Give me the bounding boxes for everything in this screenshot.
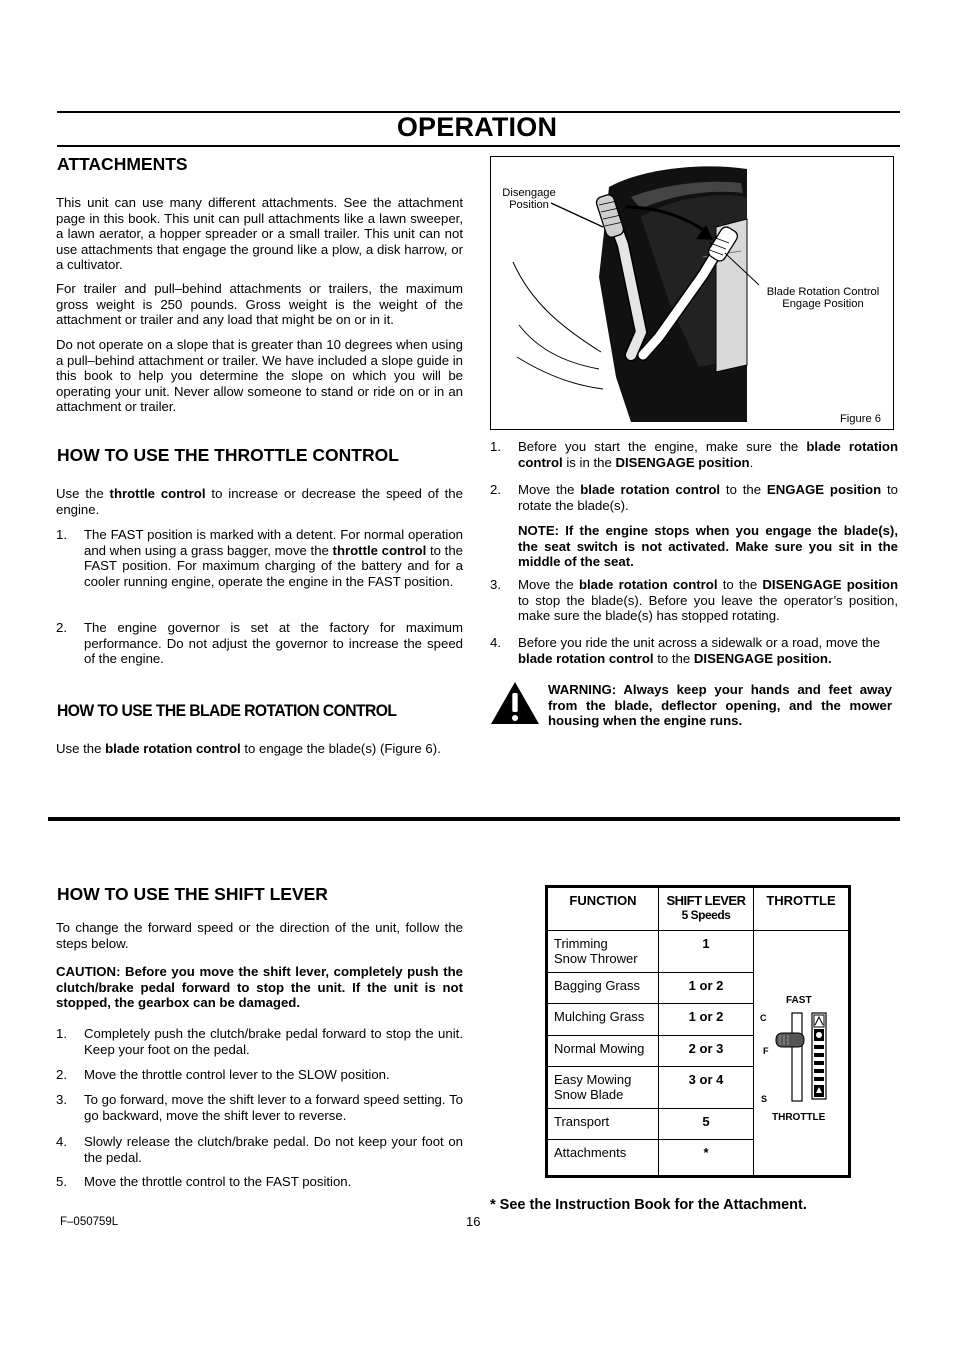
blade-step-3-text-a: Move the <box>518 577 579 592</box>
speed-table-header <box>547 887 850 931</box>
throttle-item-1-bold: throttle control <box>332 542 427 558</box>
attachments-paragraph-1: This unit can use many different attachments. See the attachment page in this book. This unit can pull attachments like a lawn sweeper, a lawn aerator, a hopper spreader or a small trailer. This unit can not use attachments that engage the ground like a plow, a disk harrow, or a cultivator. <box>56 195 463 273</box>
footer-code: F–050759L <box>60 1216 119 1228</box>
shift-step-2-number: 2. <box>56 1067 67 1082</box>
shift-step-4-text: Slowly release the clutch/brake pedal. Do not keep your foot on the pedal. <box>84 1134 463 1165</box>
blade-step-1-bold-d: DISENGAGE position <box>615 454 750 470</box>
shift-step-5 <box>56 1174 463 1192</box>
throttle-diagram-label: THROTTLE <box>772 1112 826 1123</box>
throttle-diagram <box>754 931 848 1175</box>
blade-intro-text: Use the <box>56 741 106 756</box>
figure-label-engage: Blade Rotation Control Engage Position <box>766 286 880 311</box>
blade-heading: HOW TO USE THE BLADE ROTATION CONTROL <box>57 702 397 720</box>
blade-step-2-bold-d: ENGAGE position <box>766 482 882 497</box>
blade-step-3-bold-d: DISENGAGE position <box>762 577 898 592</box>
page-number: 16 <box>466 1214 481 1229</box>
blade-intro-text-end: to engage the blade(s) (Figure 6). <box>240 741 441 756</box>
blade-step-1-bold-b: blade rotation control <box>518 439 898 470</box>
table-cell-function: Mulching Grass <box>547 1004 659 1036</box>
header-function: FUNCTION <box>547 887 659 931</box>
shift-step-3-number: 3. <box>56 1092 67 1107</box>
shift-intro: To change the forward speed or the direction of the unit, follow the steps below. <box>56 920 463 951</box>
throttle-item-2-number: 2. <box>56 620 67 635</box>
function-line-1: Trimming <box>554 936 608 951</box>
table-cell-shift: 3 or 4 <box>659 1067 754 1109</box>
table-cell-function: Attachments <box>547 1140 659 1177</box>
blade-step-1 <box>490 439 898 473</box>
header-throttle: THROTTLE <box>754 887 850 931</box>
throttle-intro-bold: throttle control <box>109 486 206 501</box>
function-line-1: Easy Mowing <box>554 1072 632 1088</box>
figure-caption: Figure 6 <box>839 413 881 425</box>
table-footnote: * See the Instruction Book for the Attachment. <box>490 1197 807 1213</box>
throttle-item-1-text <box>84 527 463 589</box>
throttle-item-1-text-a: The FAST position is marked with a detent. For normal operation and when using a grass bagger, move the <box>84 527 463 558</box>
blade-step-1-text-e: . <box>749 454 754 470</box>
throttle-f-label: F <box>763 1046 769 1056</box>
blade-step-1-text <box>518 439 898 470</box>
shift-step-3 <box>56 1092 463 1126</box>
blade-step-4-bold-b: blade rotation control <box>518 650 654 666</box>
table-cell-function <box>547 931 659 973</box>
attachments-paragraph-2: For trailer and pull–behind attachments or trailers, the maximum gross weight is 250 pounds. Gross weight is the weight of the attachment or trailer and any load that might be on or in it. <box>56 281 463 328</box>
throttle-intro-text: Use the <box>56 486 110 501</box>
table-cell-shift: 1 or 2 <box>659 972 754 1004</box>
throttle-item-1 <box>56 527 463 607</box>
throttle-s-label: S <box>761 1094 768 1104</box>
table-cell-function: Bagging Grass <box>547 972 659 1004</box>
table-cell-function: Normal Mowing <box>547 1035 659 1067</box>
figure-label-disengage: Disengage Position <box>502 187 556 212</box>
shift-step-1-text: Completely push the clutch/brake pedal forward to stop the unit. Keep your foot on the pedal. <box>84 1026 463 1057</box>
table-cell-function <box>547 1067 659 1109</box>
blade-step-2-text-e: to rotate the blade(s). <box>518 482 898 513</box>
blade-step-2-number: 2. <box>490 482 501 497</box>
warning-icon <box>489 680 541 726</box>
speed-table <box>545 885 851 1178</box>
header-shift-lever-title: SHIFT LEVER <box>666 893 746 908</box>
function-line-2: Snow Blade <box>554 1087 624 1103</box>
blade-step-4-bold-e: . <box>827 650 832 666</box>
shift-step-2 <box>56 1067 463 1085</box>
throttle-diagram-cell <box>754 931 850 1177</box>
table-row <box>547 931 850 973</box>
throttle-c-label: C <box>760 1013 767 1023</box>
shift-step-1 <box>56 1026 463 1060</box>
shift-step-4 <box>56 1134 463 1168</box>
table-cell-shift: * <box>659 1140 754 1177</box>
attachments-heading: ATTACHMENTS <box>57 154 188 174</box>
blade-step-4 <box>490 635 898 669</box>
blade-step-3-number: 3. <box>490 577 501 592</box>
header-shift-lever-sub: 5 Speeds <box>681 908 731 922</box>
table-cell-shift: 5 <box>659 1108 754 1140</box>
throttle-item-2-text: The engine governor is set at the factory for maximum performance. Do not adjust the governor to increase the speed of the engine. <box>84 620 463 667</box>
header-bottom-rule <box>57 145 900 147</box>
warning-text: WARNING: Always keep your hands and feet away from the blade, deflector opening, and the mower housing when the engine runs. <box>548 682 892 729</box>
blade-step-3 <box>490 577 898 627</box>
blade-step-4-bold-d: DISENGAGE position <box>693 650 828 666</box>
page-title: OPERATION <box>396 112 558 142</box>
table-cell-function: Transport <box>547 1108 659 1140</box>
blade-step-3-text-e: to stop the blade(s). Before you leave the operator’s position, make sure the blade(s) has stopped rotating. <box>518 592 898 624</box>
blade-note: NOTE: If the engine stops when you engage the blade(s), the seat switch is not activated. Make sure you sit in the middle of the seat. <box>518 523 898 570</box>
throttle-item-1-number: 1. <box>56 527 67 542</box>
blade-step-2-text-c: to the <box>720 482 767 497</box>
shift-step-3-text: To go forward, move the shift lever to a forward speed setting. To go backward, move the shift lever to reverse. <box>84 1092 463 1123</box>
shift-step-2-text: Move the throttle control lever to the SLOW position. <box>84 1067 390 1082</box>
throttle-fast-label: FAST <box>786 995 812 1006</box>
blade-intro <box>56 741 476 757</box>
blade-step-1-number: 1. <box>490 439 501 454</box>
blade-step-1-text-c: is in the <box>562 454 616 470</box>
blade-step-4-number: 4. <box>490 635 501 650</box>
blade-step-4-text-a: Before you ride the unit across a sidewalk or a road, move the <box>518 635 881 650</box>
shift-caution: CAUTION: Before you move the shift lever, completely push the clutch/brake pedal forward to stop the unit. If the unit is not stopped, the gearbox can be damaged. <box>56 964 463 1011</box>
table-cell-shift: 1 <box>659 931 754 973</box>
table-cell-shift: 1 or 2 <box>659 1004 754 1036</box>
throttle-item-1-text-c: to the FAST position. For maximum charging of the battery and for a cooler running engine, operate the engine in the FAST position. <box>84 542 463 589</box>
blade-step-4-text <box>518 635 898 666</box>
blade-step-2-text-a: Move the <box>518 482 581 497</box>
throttle-heading: HOW TO USE THE THROTTLE CONTROL <box>57 445 399 465</box>
blade-step-2-bold-b: blade rotation control <box>580 482 721 497</box>
throttle-intro-text-end: to increase or decrease the speed of the engine. <box>56 486 463 517</box>
shift-step-4-number: 4. <box>56 1134 67 1149</box>
throttle-item-2 <box>56 620 463 670</box>
blade-step-1-text-a: Before you start the engine, make sure the <box>518 439 807 454</box>
blade-step-4-text-c: to the <box>653 650 694 666</box>
blade-step-2-text <box>518 482 898 513</box>
function-line-2: Snow Thrower <box>554 951 638 966</box>
shift-step-5-number: 5. <box>56 1174 67 1189</box>
shift-step-5-text: Move the throttle control to the FAST position. <box>84 1174 352 1189</box>
blade-step-3-text-c: to the <box>717 577 763 592</box>
shift-step-1-number: 1. <box>56 1026 67 1041</box>
blade-intro-bold: blade rotation control <box>105 741 241 756</box>
shift-heading: HOW TO USE THE SHIFT LEVER <box>57 884 328 904</box>
section-divider <box>48 817 900 821</box>
header-shift-lever <box>659 887 754 931</box>
figure-6 <box>490 156 894 430</box>
blade-step-3-text <box>518 577 898 624</box>
blade-step-3-bold-b: blade rotation control <box>578 577 718 592</box>
attachments-paragraph-3: Do not operate on a slope that is greater than 10 degrees when using a pull–behind attachment or trailer. We have included a slope guide in this book to help you determine the slope on which you will be operating your unit. Never allow someone to stand or ride on or in an attachment or trailer. <box>56 337 463 415</box>
blade-step-2 <box>490 482 898 516</box>
throttle-lever-icon <box>768 1009 838 1105</box>
throttle-intro <box>56 486 463 517</box>
table-cell-shift: 2 or 3 <box>659 1035 754 1067</box>
